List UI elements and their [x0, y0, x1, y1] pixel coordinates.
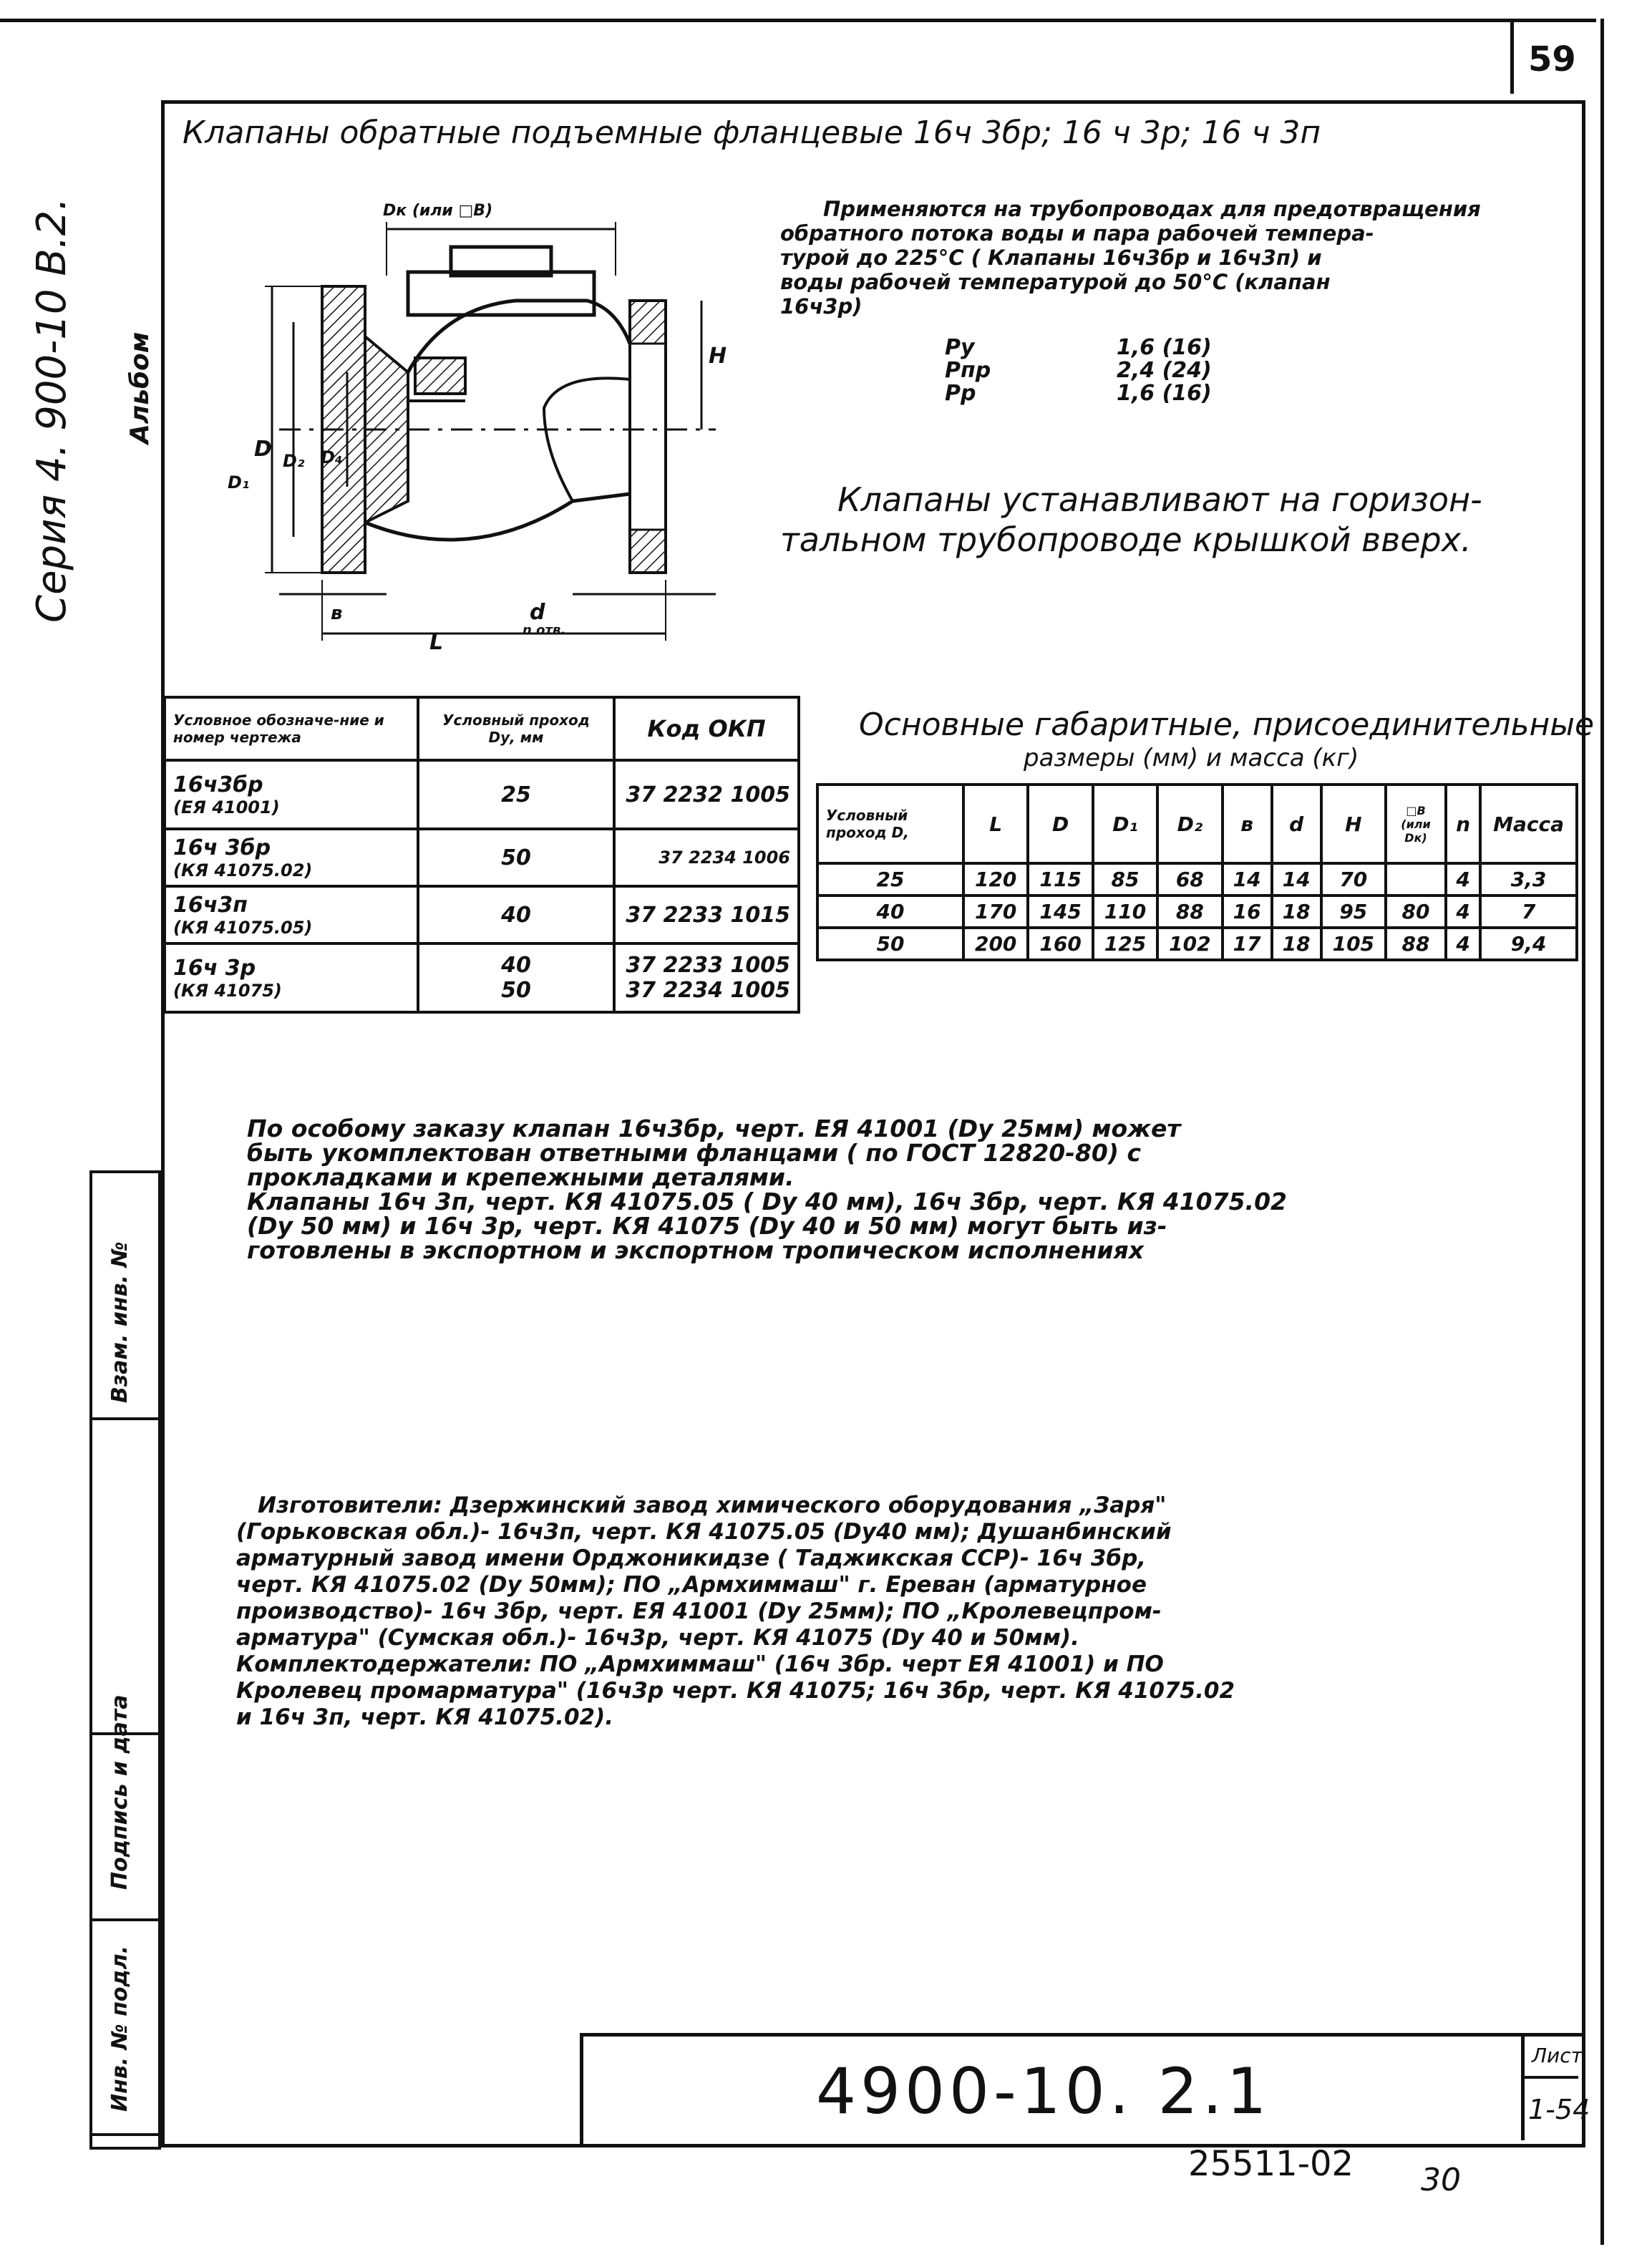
table-header: □В (или Dк)	[1386, 785, 1446, 863]
stamp-divider-4	[89, 2133, 161, 2136]
description	[780, 197, 1568, 319]
table-header: Условный проход Dу, мм	[418, 697, 614, 760]
table-header: в	[1223, 785, 1272, 863]
manufacturers-line: арматурный завод имени Орджоникидзе ( Таджикская ССР)- 16ч 3бр,	[236, 1545, 1147, 1571]
dim-label-d: d	[530, 600, 545, 625]
table-header: D₂	[1157, 785, 1222, 863]
order-note-line: быть укомплектован ответными фланцами ( по ГОСТ 12820-80) с	[247, 1139, 1142, 1167]
table-row: 50 200 160 125 102 17 18 105 88 4 9,4	[817, 928, 1577, 960]
page-number: 59	[1528, 39, 1576, 79]
table-header: Масса	[1480, 785, 1577, 863]
manufacturers-line: черт. КЯ 41075.02 (Dу 50мм); ПО „Армхиммаш" г. Ереван (арматурное	[236, 1572, 1147, 1598]
dimensions-table-title: Основные габаритные, присоединительные размеры (мм) и масса (кг)	[859, 707, 1595, 772]
order-note-line: Клапаны 16ч 3п, черт. КЯ 41075.05 ( Dу 40 мм), 16ч 3бр, черт. КЯ 41075.02	[247, 1188, 1287, 1215]
series-label: Серия 4. 900-10 В.2.	[29, 197, 75, 623]
table-header: H	[1321, 785, 1386, 863]
manufacturers-line: Кролевец промарматура" (16ч3р черт. КЯ 41075; 16ч 3бр, черт. КЯ 41075.02	[236, 1678, 1235, 1704]
description-line: турой до 225°С ( Клапаны 16ч3бр и 16ч3п) и	[780, 246, 1322, 270]
bottom-number: 30	[1421, 2162, 1461, 2198]
designation-table	[163, 696, 800, 1014]
table-header: n	[1446, 785, 1480, 863]
dim-label-D4: D₄	[321, 447, 343, 467]
order-note-line: По особому заказу клапан 16ч3бр, черт. ЕЯ 41001 (Dу 25мм) может	[247, 1115, 1181, 1142]
table-header: Код ОКП	[614, 697, 799, 760]
manufacturers-line: Изготовители: Дзержинский завод химического оборудования „Заря"	[258, 1492, 1167, 1518]
description-line: 16ч3р)	[780, 294, 863, 319]
sheet-label: Лист	[1532, 2044, 1583, 2067]
table-header: Условный проход D,	[817, 785, 963, 863]
pressure-row: Рр 1,6 (16)	[945, 381, 1212, 406]
manufacturers-line: производство)- 16ч 3бр, черт. ЕЯ 41001 (Dу 25мм); ПО „Кролевецпром-	[236, 1598, 1162, 1624]
manufacturers-line: (Горьковская обл.)- 16ч3п, черт. КЯ 41075.05 (Dу40 мм); Душанбинский	[236, 1519, 1172, 1545]
order-note-line: прокладками и крепежными деталями.	[247, 1163, 795, 1191]
stamp-label-signature: Подпись и дата	[107, 1694, 132, 1890]
page-number-box	[1510, 22, 1514, 94]
table-header: Условное обозначе-ние и номер чертежа	[165, 697, 418, 760]
pressure-row: Рпр 2,4 (24)	[945, 358, 1212, 383]
manufacturers-line: и 16ч 3п, черт. КЯ 41075.02).	[236, 1704, 614, 1730]
install-note: Клапаны устанавливают на горизон- тальном трубопроводе крышкой вверх.	[780, 480, 1482, 559]
table-header: D	[1028, 785, 1092, 863]
stamp-label-replace: Взам. инв. №	[107, 1241, 132, 1403]
document-number: 4900-10. 2.1	[816, 2054, 1271, 2128]
stamp-label-inv: Инв. № подл.	[107, 1945, 132, 2112]
pressure-list	[945, 336, 1212, 405]
description-line: воды рабочей температурой до 50°С (клапан	[780, 270, 1331, 294]
manufacturers-line: арматура" (Сумская обл.)- 16ч3р, черт. КЯ 41075 (Dу 40 и 50мм).	[236, 1625, 1079, 1651]
dimensions-table	[816, 783, 1578, 961]
table-row: 16ч 3р (КЯ 41075) 40 50 37 2233 1005 37 2234 1005	[165, 943, 799, 1012]
dim-label-dk: Dк (или □В)	[383, 202, 493, 220]
dim-label-D: D	[254, 437, 272, 462]
table-row: 40 170 145 110 88 16 18 95 80 4 7	[817, 895, 1577, 928]
table-row: 25 120 115 85 68 14 14 70 4 3,3	[817, 863, 1577, 895]
stamp-divider-3	[89, 1918, 161, 1921]
table-header-row	[165, 697, 799, 760]
page-top-line	[0, 19, 1596, 22]
dim-label-n: n отв.	[523, 623, 566, 638]
table-header: L	[963, 785, 1028, 863]
manufacturers-line: Комплектодержатели: ПО „Армхиммаш" (16ч 3бр. черт ЕЯ 41001) и ПО	[236, 1651, 1164, 1677]
stamp-divider-1	[89, 1417, 161, 1420]
page-right-line	[1600, 19, 1604, 2245]
description-line: обратного потока воды и пара рабочей темпера-	[780, 221, 1374, 246]
dim-label-L: L	[429, 630, 444, 655]
manufacturers	[236, 1492, 1235, 1731]
title-block-sheet-line	[1521, 2076, 1578, 2079]
table-header: D₁	[1093, 785, 1157, 863]
order-note-line: готовлены в экспортном и экспортном тропическом исполнениях	[247, 1236, 1144, 1264]
dim-label-H: H	[709, 344, 727, 369]
archive-number: 25511-02	[1188, 2144, 1354, 2184]
dim-label-D2: D₂	[283, 451, 305, 471]
table-row: 16ч 3бр (КЯ 41075.02) 50 37 2234 1006	[165, 829, 799, 886]
pressure-row: Ру 1,6 (16)	[945, 335, 1212, 360]
table-header-row	[817, 785, 1577, 863]
dim-label-b: в	[331, 603, 343, 624]
table-row: 16ч3п (КЯ 41075.05) 40 37 2233 1015	[165, 886, 799, 943]
description-line: Применяются на трубопроводах для предотвращения	[823, 197, 1481, 221]
album-label: Альбом	[125, 331, 155, 444]
title-block-sheet-divider	[1521, 2033, 1525, 2140]
valve-drawing	[172, 193, 802, 673]
order-note	[247, 1117, 1287, 1263]
dim-label-D1: D₁	[228, 472, 250, 492]
page-title: Клапаны обратные подъемные фланцевые 16ч 3бр; 16 ч 3р; 16 ч 3п	[183, 115, 1321, 151]
table-header: d	[1272, 785, 1321, 863]
table-row: 16ч3бр (ЕЯ 41001) 25 37 2232 1005	[165, 760, 799, 829]
sheet-number: 1-54	[1528, 2094, 1590, 2125]
order-note-line: (Dу 50 мм) и 16ч 3р, черт. КЯ 41075 (Dу 40 и 50 мм) могут быть из-	[247, 1212, 1167, 1240]
